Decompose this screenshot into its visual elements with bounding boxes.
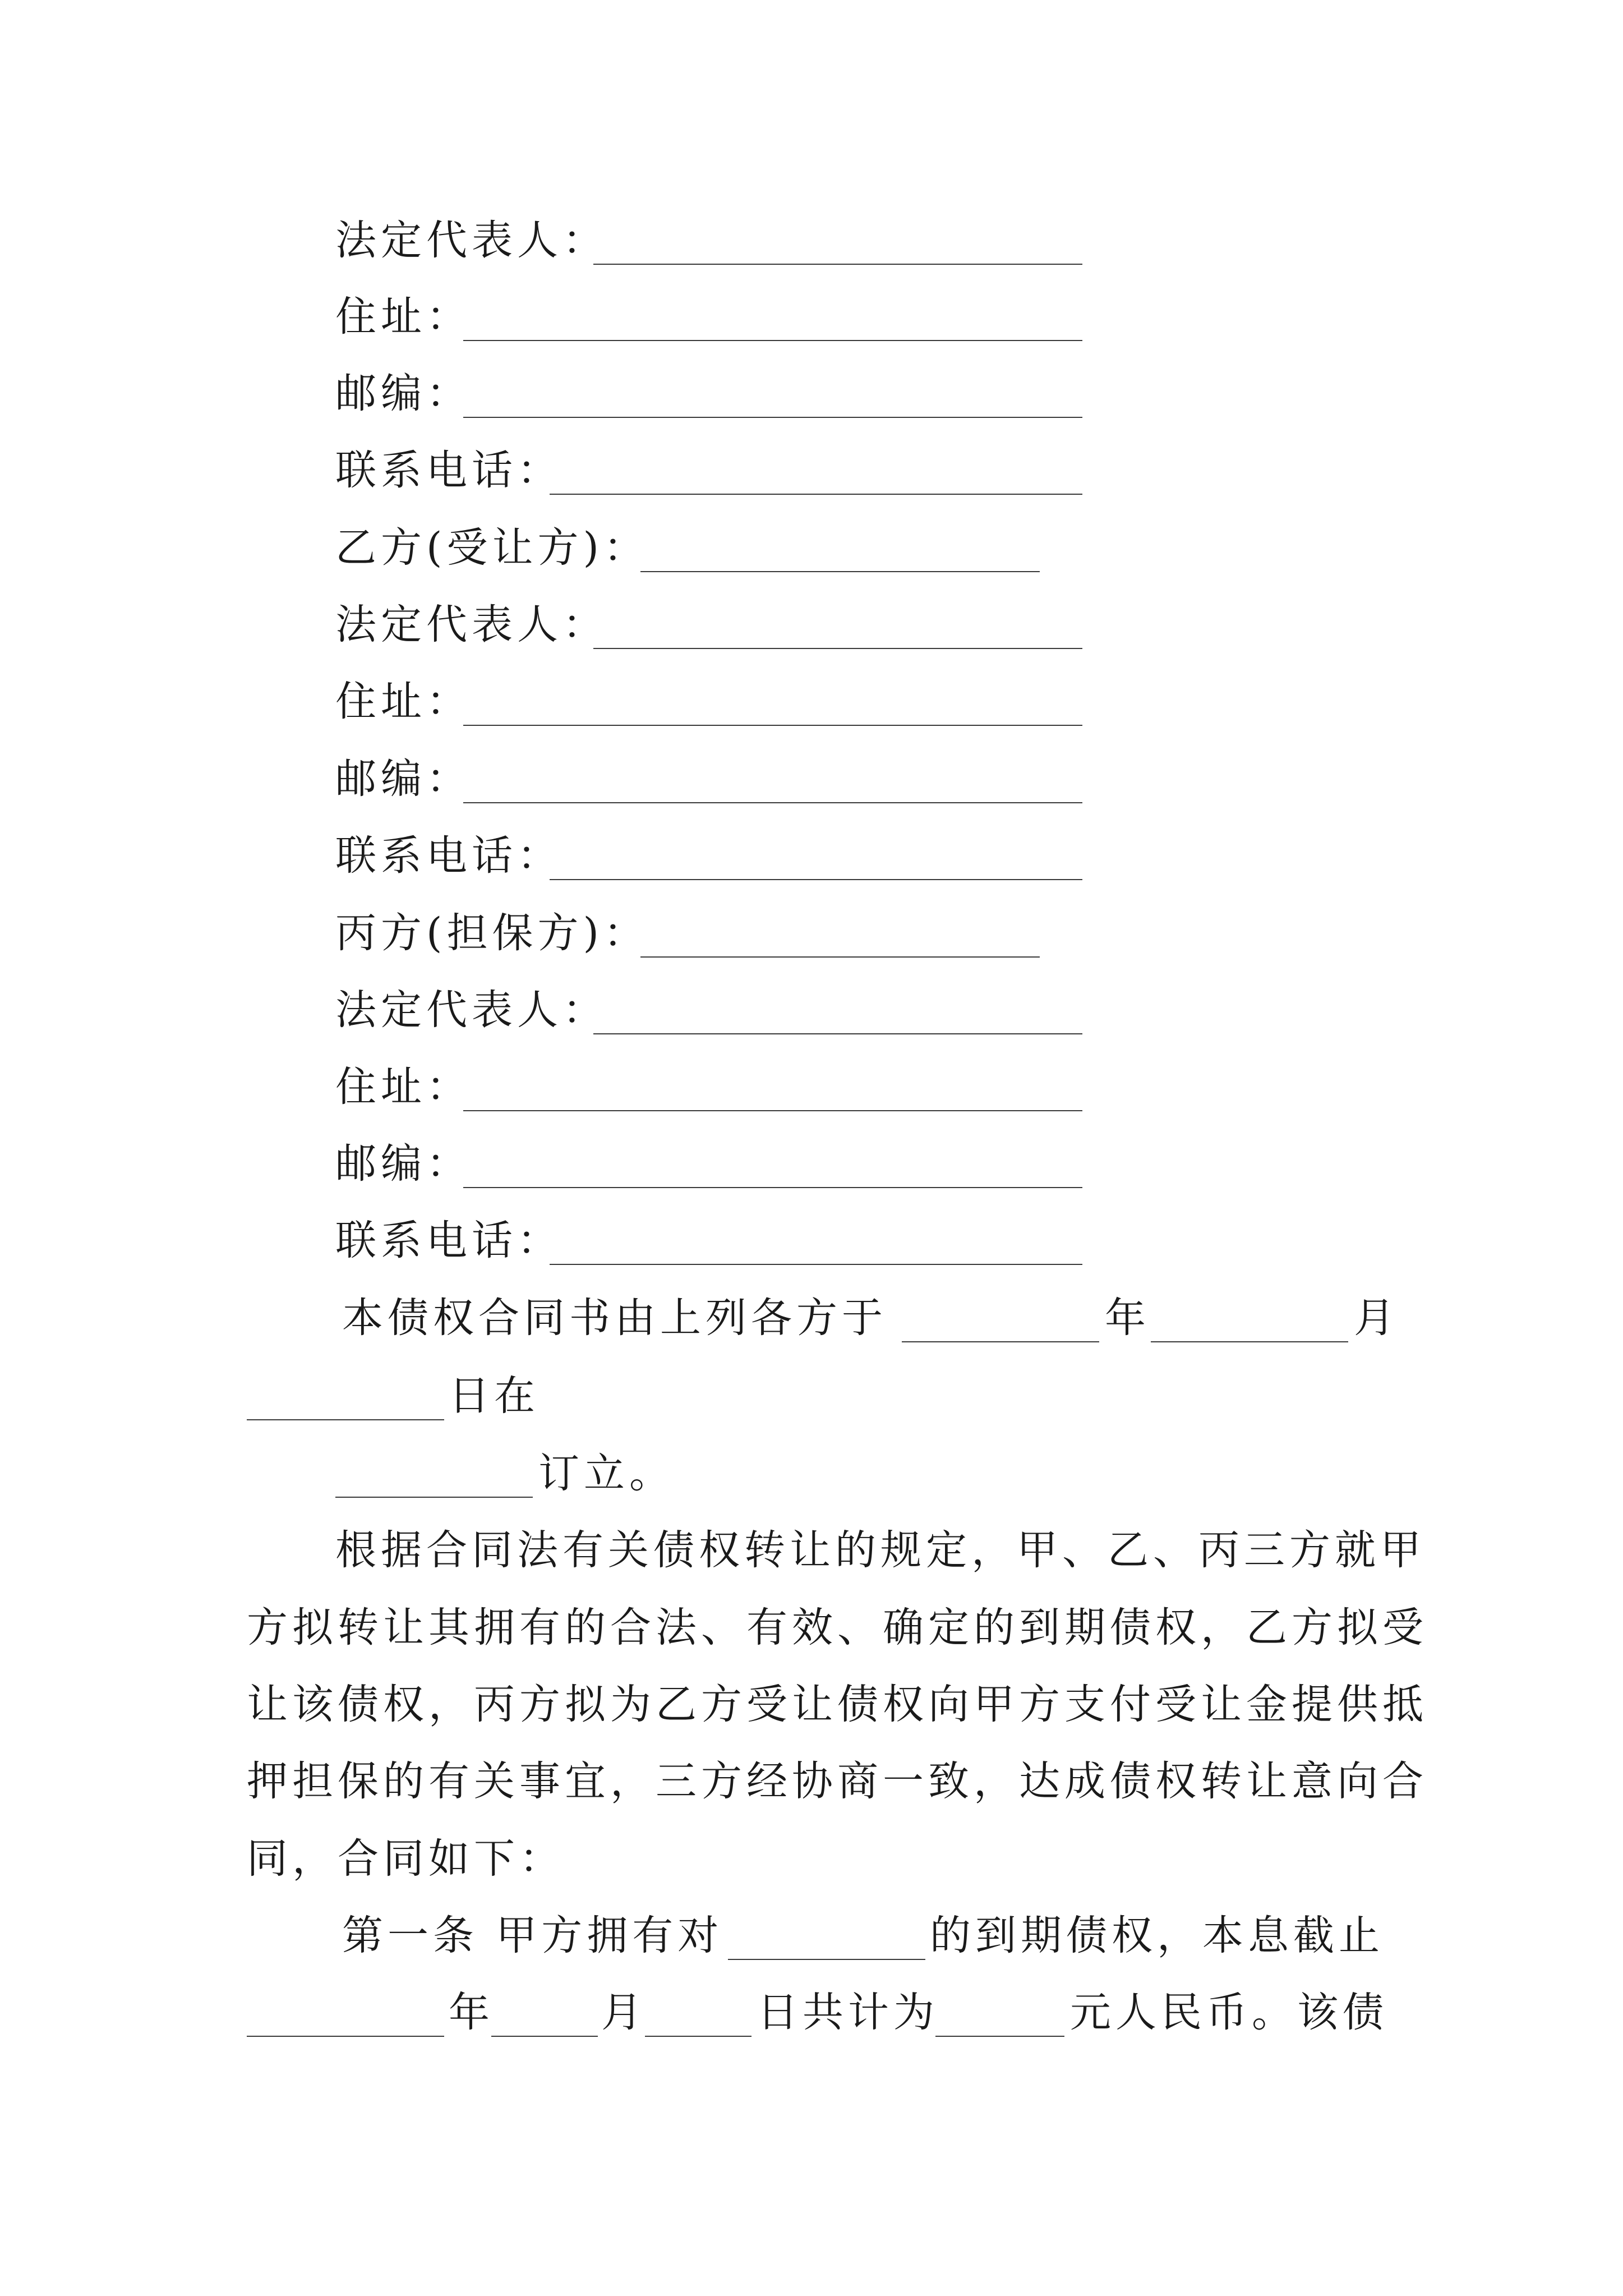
party-c-address-label: 住址： [335,1063,472,1111]
party-a-phone-label: 联系电话： [335,447,562,494]
party-b-phone-field[interactable] [550,879,1082,880]
party-b-postcode-field[interactable] [463,802,1082,803]
party-c-phone-label: 联系电话： [335,1217,562,1264]
party-a-postcode-label: 邮编： [335,370,472,417]
preamble-line-5: 同，合同如下： [247,1835,565,1883]
signing-text: 本债权合同书由上列各方于 [342,1294,887,1342]
signing-place-field[interactable] [335,1497,533,1498]
article-1-tail: 元人民币。该债 [1070,1989,1388,2036]
party-a-legal-rep-label: 法定代表人： [335,217,608,264]
party-a-legal-rep-field[interactable] [593,264,1082,265]
party-c-phone-field[interactable] [550,1264,1082,1265]
signing-concluded-label: 订立。 [538,1450,675,1497]
article-1-year-field[interactable] [247,2036,444,2037]
party-b-name-field[interactable] [640,571,1040,572]
signing-month-label: 月 [1354,1294,1395,1342]
article-1-text-2: 的到期债权，本息截止 [930,1912,1384,1959]
signing-month-field[interactable] [1151,1341,1348,1342]
party-c-address-field[interactable] [463,1110,1082,1111]
party-c-postcode-label: 邮编： [335,1140,472,1188]
preamble-line-3: 让该债权，丙方拟为乙方受让债权向甲方支付受让金提供抵 [247,1681,1428,1728]
party-b-legal-rep-label: 法定代表人： [335,601,608,648]
party-b-phone-label: 联系电话： [335,832,562,880]
party-a-address-field[interactable] [463,340,1082,341]
preamble-line-1: 根据合同法有关债权转让的规定，甲、乙、丙三方就甲 [335,1526,1426,1574]
party-c-postcode-field[interactable] [463,1187,1082,1188]
article-1-heading: 第一条 甲方拥有对 [342,1912,723,1959]
article-1-day-total-label: 日共计为 [757,1989,939,2036]
article-1-month-label: 月 [601,1989,642,2036]
article-1-day-field[interactable] [645,2036,751,2037]
party-b-postcode-label: 邮编： [335,755,472,803]
article-1-debtor-field[interactable] [728,1959,925,1960]
article-1-year-label: 年 [449,1989,490,2036]
article-1-amount-field[interactable] [935,2036,1064,2037]
party-c-title-label: 丙方(担保方)： [335,909,649,957]
preamble-line-4: 押担保的有关事宜，三方经协商一致，达成债权转让意向合 [247,1757,1428,1805]
party-b-legal-rep-field[interactable] [593,648,1082,649]
preamble-line-2: 方拟转让其拥有的合法、有效、确定的到期债权，乙方拟受 [247,1604,1428,1651]
party-b-address-label: 住址： [335,678,472,725]
party-c-name-field[interactable] [640,956,1040,958]
party-a-address-label: 住址： [335,293,472,341]
signing-day-field[interactable] [247,1419,444,1420]
signing-day-label: 日在 [449,1372,540,1420]
party-a-postcode-field[interactable] [463,417,1082,418]
party-b-title-label: 乙方(受让方)： [335,524,649,572]
party-b-address-field[interactable] [463,725,1082,726]
party-a-phone-field[interactable] [550,494,1082,495]
signing-year-label: 年 [1105,1294,1146,1342]
signing-year-field[interactable] [902,1341,1099,1342]
party-c-legal-rep-field[interactable] [593,1033,1082,1034]
party-c-legal-rep-label: 法定代表人： [335,986,608,1034]
article-1-month-field[interactable] [491,2036,598,2037]
